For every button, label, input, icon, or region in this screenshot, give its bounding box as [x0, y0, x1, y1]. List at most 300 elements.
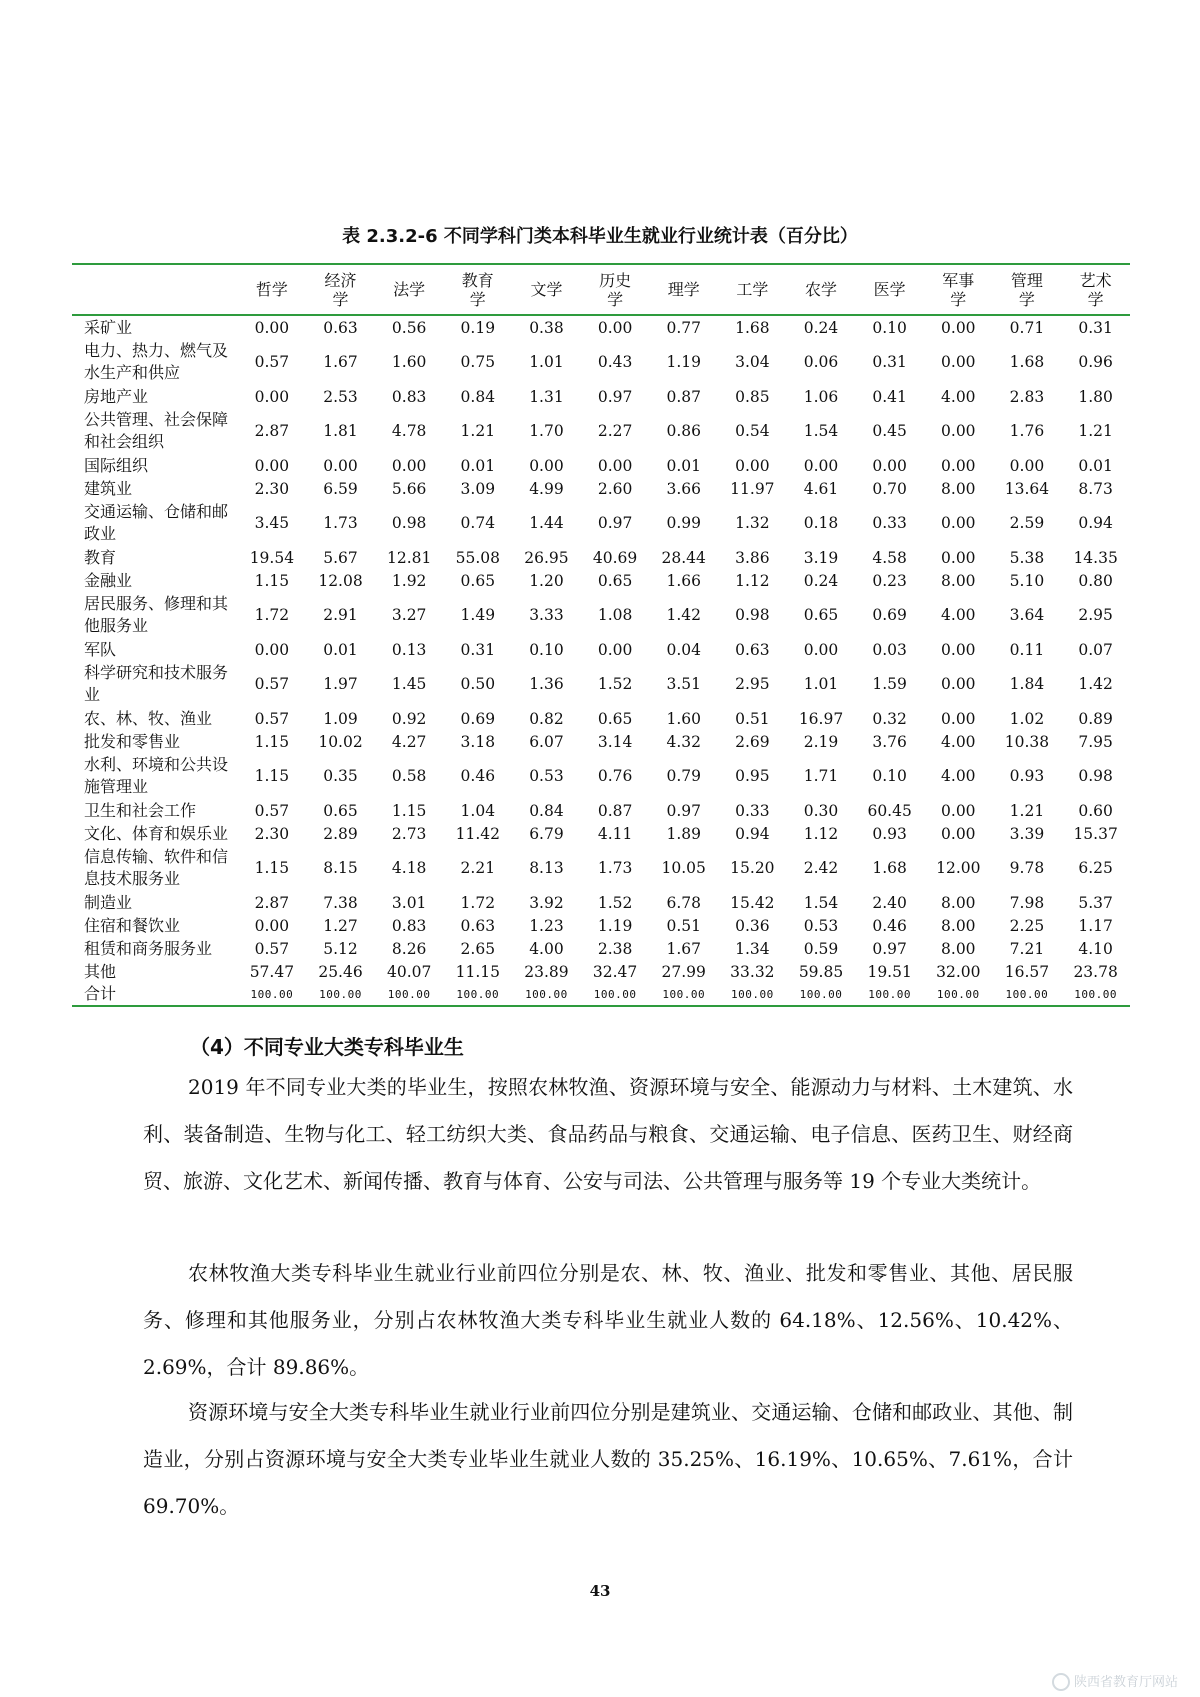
table-cell: 1.06 [803, 387, 839, 406]
table-cell: 0.95 [735, 767, 770, 785]
table-cell: 1.27 [323, 916, 358, 935]
table-cell: 23.78 [1073, 962, 1118, 981]
table-cell: 1.19 [666, 353, 701, 371]
table-row [72, 799, 1130, 822]
table-cell: 1.67 [323, 353, 358, 371]
table-cell: 1.66 [666, 571, 701, 590]
table-cell: 0.94 [735, 824, 770, 843]
table-cell: 3.76 [872, 732, 907, 751]
table-cell: 8.15 [323, 859, 358, 877]
table-cell: 1.12 [735, 571, 770, 590]
table-cell: 2.95 [735, 675, 770, 693]
table-row [72, 477, 1130, 500]
table-cell: 0.01 [323, 640, 358, 659]
table-cell: 1.60 [391, 353, 427, 371]
watermark-logo-icon [1052, 1673, 1070, 1691]
table-cell: 5.12 [323, 939, 358, 958]
table-cell: 0.53 [803, 916, 839, 935]
table-cell: 12.00 [936, 859, 981, 877]
table-cell: 1.72 [460, 893, 496, 912]
industry-label: 农、林、牧、渔业 [84, 708, 213, 728]
table-cell: 100.00 [855, 983, 924, 1006]
table-cell: 0.38 [529, 318, 564, 337]
table-cell: 0.01 [666, 456, 701, 475]
table-cell: 0.84 [460, 387, 496, 406]
table-cell: 2.27 [597, 422, 633, 440]
table-cell: 100.00 [787, 983, 856, 1006]
table-cell: 60.45 [867, 801, 912, 820]
industry-label: 批发和零售业 [84, 731, 181, 751]
table-cell: 0.97 [666, 801, 701, 820]
table-cell: 0.00 [803, 640, 839, 659]
table-cell: 0.00 [597, 318, 633, 337]
table-cell: 0.98 [735, 606, 770, 624]
table-cell: 0.53 [529, 767, 564, 785]
section-heading: （4）不同专业大类专科毕业生 [190, 1035, 464, 1059]
watermark-text: 陕西省教育厅网站 [1073, 1674, 1178, 1690]
table-cell: 0.00 [941, 548, 976, 567]
header-discipline: 管理学 [993, 264, 1062, 315]
table-cell: 1.32 [735, 514, 770, 532]
table-cell: 4.10 [1078, 939, 1113, 958]
table-cell: 1.80 [1078, 387, 1113, 406]
table-row [72, 500, 1130, 546]
table-cell: 0.00 [803, 456, 839, 475]
table-row [72, 638, 1130, 661]
table-body [72, 315, 1130, 1006]
paragraph: 农林牧渔大类专科毕业生就业行业前四位分别是农、林、牧、渔业、批发和零售业、其他、居民服务、修理和其他服务业，分别占农林牧渔大类专科毕业生就业人数的 64.18%、12.56%、10.42%、2.69%，合计 89.86%。 [143, 1261, 1073, 1379]
table-cell: 100.00 [1061, 983, 1130, 1006]
table-cell: 100.00 [512, 983, 581, 1006]
table-cell: 12.08 [318, 571, 363, 590]
table-cell: 4.00 [941, 767, 976, 785]
table-cell: 6.59 [323, 479, 358, 498]
header-discipline: 艺术学 [1061, 264, 1130, 315]
table-cell: 59.85 [798, 962, 844, 981]
industry-label: 其他 [84, 961, 117, 981]
table-cell: 0.76 [597, 767, 633, 785]
table-cell: 1.68 [735, 318, 770, 337]
table-cell: 5.10 [1009, 571, 1045, 590]
table-row [72, 960, 1130, 983]
table-cell: 0.97 [597, 514, 633, 532]
paragraph: 2019 年不同专业大类的毕业生，按照农林牧渔、资源环境与安全、能源动力与材料、土木建筑、水利、装备制造、生物与化工、轻工纺织大类、食品药品与粮食、交通运输、电子信息、医药卫生、财经商贸、旅游、文化艺术、新闻传播、教育与体育、公安与司法、公共管理与服务等 19 个专业大类统计。 [143, 1075, 1073, 1193]
table-cell: 4.00 [941, 732, 976, 751]
industry-label: 建筑业 [84, 478, 133, 498]
table-row [72, 315, 1130, 339]
table-cell: 2.42 [803, 859, 839, 877]
table-cell: 11.97 [730, 479, 775, 498]
table-cell: 2.65 [460, 939, 496, 958]
industry-label: 租赁和商务服务业 [84, 938, 213, 958]
table-cell: 0.45 [872, 422, 907, 440]
table-cell: 7.38 [323, 893, 358, 912]
table-cell: 0.18 [803, 514, 839, 532]
table-cell: 8.00 [941, 893, 976, 912]
table-cell: 4.00 [529, 939, 564, 958]
table-cell: 0.00 [941, 422, 976, 440]
table-cell: 0.82 [529, 709, 564, 728]
table-cell: 3.92 [529, 893, 564, 912]
table-cell: 3.64 [1009, 606, 1045, 624]
table-cell: 15.20 [730, 859, 775, 877]
table-cell: 1.31 [529, 387, 564, 406]
table-cell: 0.06 [803, 353, 839, 371]
table-cell: 1.15 [254, 859, 290, 877]
table-cell: 1.15 [254, 571, 290, 590]
table-cell: 2.40 [872, 893, 907, 912]
table-cell: 14.35 [1073, 548, 1118, 567]
table-cell: 2.87 [254, 422, 290, 440]
table-cell: 6.07 [529, 732, 564, 751]
header-discipline: 医学 [855, 264, 924, 315]
table-cell: 5.38 [1009, 548, 1045, 567]
table-cell: 100.00 [924, 983, 993, 1006]
table-cell: 1.72 [254, 606, 290, 624]
table-cell: 0.00 [254, 456, 290, 475]
table-cell: 0.63 [735, 640, 770, 659]
table-cell: 28.44 [661, 548, 706, 567]
industry-label: 科学研究和技术服务业 [84, 663, 229, 704]
table-cell: 0.84 [529, 801, 564, 820]
table-cell: 0.60 [1078, 801, 1113, 820]
table-cell: 4.11 [597, 824, 633, 843]
table-row [72, 408, 1130, 454]
header-discipline: 工学 [718, 264, 787, 315]
table-cell: 2.30 [254, 479, 290, 498]
table-cell: 0.00 [254, 916, 290, 935]
table-cell: 4.61 [803, 479, 839, 498]
table-cell: 0.10 [872, 767, 907, 785]
table-cell: 0.33 [872, 514, 907, 532]
table-row [72, 891, 1130, 914]
table-cell: 1.73 [597, 859, 633, 877]
table-cell: 1.19 [597, 916, 633, 935]
table-cell: 1.67 [666, 939, 701, 958]
table-cell: 6.79 [529, 824, 564, 843]
table-cell: 0.75 [460, 353, 496, 371]
table-cell: 3.14 [597, 732, 633, 751]
table-cell: 5.37 [1078, 893, 1113, 912]
table-cell: 0.98 [1078, 767, 1113, 785]
table-cell: 0.31 [460, 640, 496, 659]
industry-label: 采矿业 [84, 317, 133, 337]
table-cell: 0.00 [941, 640, 976, 659]
table-cell: 0.57 [254, 675, 290, 693]
table-cell: 0.35 [323, 767, 358, 785]
table-row [72, 385, 1130, 408]
table-cell: 0.89 [1078, 709, 1113, 728]
table-cell: 0.94 [1078, 514, 1113, 532]
table-cell: 0.56 [391, 318, 427, 337]
table-cell: 40.69 [592, 548, 638, 567]
table-cell: 0.32 [872, 709, 907, 728]
table-cell: 5.67 [323, 548, 358, 567]
table-cell: 1.15 [391, 801, 427, 820]
page-number: 43 [589, 1582, 611, 1600]
table-cell: 1.02 [1009, 709, 1045, 728]
table-cell: 19.54 [249, 548, 295, 567]
table-cell: 1.68 [1009, 353, 1045, 371]
table-cell: 100.00 [993, 983, 1062, 1006]
table-cell: 0.00 [323, 456, 358, 475]
table-cell: 13.64 [1004, 479, 1050, 498]
table-cell: 1.73 [323, 514, 358, 532]
table-cell: 6.25 [1078, 859, 1113, 877]
table-cell: 3.33 [529, 606, 564, 624]
table-cell: 1.45 [391, 675, 427, 693]
table-cell: 100.00 [238, 983, 307, 1006]
table-cell: 4.00 [941, 606, 976, 624]
table-cell: 0.00 [941, 353, 976, 371]
table-cell: 0.07 [1078, 640, 1113, 659]
table-cell: 0.93 [1009, 767, 1045, 785]
table-cell: 25.46 [318, 962, 363, 981]
table-cell: 0.01 [460, 456, 496, 475]
table-cell: 0.31 [872, 353, 907, 371]
table-cell: 1.15 [254, 732, 290, 751]
table-cell: 1.81 [323, 422, 358, 440]
table-cell: 2.38 [597, 939, 633, 958]
table-cell: 100.00 [306, 983, 375, 1006]
table-cell: 26.95 [524, 548, 569, 567]
table-cell: 11.42 [455, 824, 500, 843]
table-cell: 0.51 [735, 709, 770, 728]
table-cell: 2.59 [1009, 514, 1045, 532]
table-cell: 0.65 [460, 571, 496, 590]
table-cell: 4.32 [666, 732, 701, 751]
table-row [72, 730, 1130, 753]
table-cell: 0.65 [597, 571, 633, 590]
table-cell: 0.23 [872, 571, 907, 590]
table-cell: 1.21 [460, 422, 496, 440]
table-cell: 0.58 [391, 767, 427, 785]
table-cell: 1.42 [1078, 675, 1113, 693]
table-cell: 4.27 [391, 732, 427, 751]
table-cell: 1.92 [391, 571, 427, 590]
header-discipline: 文学 [512, 264, 581, 315]
table-row [72, 914, 1130, 937]
table-cell: 0.10 [529, 640, 564, 659]
table-cell: 1.76 [1009, 422, 1045, 440]
table-cell: 57.47 [249, 962, 295, 981]
table-cell: 1.71 [803, 767, 839, 785]
table-cell: 1.84 [1009, 675, 1045, 693]
table-cell: 0.57 [254, 801, 290, 820]
table-cell: 0.00 [941, 514, 976, 532]
table-cell: 2.91 [323, 606, 358, 624]
table-cell: 2.87 [254, 893, 290, 912]
header-discipline: 历史学 [581, 264, 650, 315]
table-cell: 3.04 [735, 353, 770, 371]
table-cell: 0.03 [872, 640, 907, 659]
table-header-row [72, 264, 1130, 315]
table-cell: 16.57 [1004, 962, 1050, 981]
table-cell: 8.13 [529, 859, 564, 877]
table-cell: 0.30 [803, 801, 839, 820]
table-cell: 1.20 [529, 571, 564, 590]
table-cell: 0.63 [460, 916, 496, 935]
header-discipline: 军事学 [924, 264, 993, 315]
header-discipline: 哲学 [238, 264, 307, 315]
table-cell: 0.69 [460, 709, 496, 728]
table-cell: 0.57 [254, 939, 290, 958]
table-cell: 0.59 [803, 939, 839, 958]
table-cell: 0.01 [1078, 456, 1113, 475]
table-cell: 9.78 [1009, 859, 1045, 877]
table-cell: 0.63 [323, 318, 358, 337]
table-row [72, 592, 1130, 638]
table-cell: 4.78 [391, 422, 427, 440]
industry-label: 制造业 [84, 892, 133, 912]
table-cell: 100.00 [649, 983, 718, 1006]
table-cell: 1.36 [529, 675, 564, 693]
table-cell: 0.97 [872, 939, 907, 958]
industry-label: 教育 [84, 547, 117, 567]
watermark [1052, 1671, 1178, 1692]
industry-label: 居民服务、修理和其他服务业 [84, 594, 229, 635]
table-cell: 0.04 [666, 640, 701, 659]
table-cell: 0.46 [460, 767, 496, 785]
table-cell: 3.18 [460, 732, 496, 751]
industry-label: 卫生和社会工作 [84, 800, 197, 820]
table-cell: 2.69 [735, 732, 770, 751]
table-cell: 8.26 [391, 939, 427, 958]
table-cell: 55.08 [455, 548, 500, 567]
table-cell: 2.73 [391, 824, 427, 843]
table-cell: 4.00 [941, 387, 976, 406]
table-cell: 0.99 [666, 514, 701, 532]
table-cell: 0.43 [597, 353, 633, 371]
table-cell: 16.97 [798, 709, 844, 728]
table-cell: 2.19 [803, 732, 839, 751]
table-cell: 0.00 [941, 709, 976, 728]
industry-label: 合计 [72, 983, 238, 1006]
table-cell: 7.95 [1078, 732, 1113, 751]
table-cell: 2.89 [323, 824, 358, 843]
table-cell: 8.00 [941, 916, 976, 935]
table-cell: 0.00 [941, 318, 976, 337]
table-cell: 3.45 [254, 514, 290, 532]
table-cell: 1.17 [1078, 916, 1113, 935]
industry-label: 公共管理、社会保障和社会组织 [84, 410, 229, 451]
table-row [72, 845, 1130, 891]
table-cell: 0.86 [666, 422, 701, 440]
table-cell: 15.42 [730, 893, 775, 912]
table-cell: 3.86 [735, 548, 770, 567]
table-cell: 32.47 [592, 962, 638, 981]
table-cell: 0.87 [666, 387, 701, 406]
table-cell: 1.60 [666, 709, 701, 728]
table-cell: 7.21 [1009, 939, 1045, 958]
table-cell: 1.59 [872, 675, 907, 693]
table-cell: 0.98 [391, 514, 427, 532]
table-cell: 0.65 [803, 606, 839, 624]
table-cell: 40.07 [386, 962, 432, 981]
table-cell: 3.39 [1009, 824, 1045, 843]
table-cell: 4.18 [391, 859, 427, 877]
table-cell: 0.83 [391, 916, 427, 935]
table-cell: 0.97 [597, 387, 633, 406]
table-cell: 3.51 [666, 675, 701, 693]
table-cell: 1.42 [666, 606, 701, 624]
table-cell: 0.79 [666, 767, 701, 785]
table-cell: 100.00 [581, 983, 650, 1006]
header-discipline: 教育学 [443, 264, 512, 315]
table-row [72, 546, 1130, 569]
table-cell: 0.00 [254, 387, 290, 406]
table-cell: 0.80 [1078, 571, 1113, 590]
table-cell: 0.92 [391, 709, 427, 728]
table-cell: 10.38 [1004, 732, 1050, 751]
table-cell: 7.98 [1009, 893, 1045, 912]
industry-table [72, 263, 1130, 1007]
table-cell: 1.49 [460, 606, 496, 624]
table-cell: 1.01 [529, 353, 564, 371]
paragraph: 资源环境与安全大类专科毕业生就业行业前四位分别是建筑业、交通运输、仓储和邮政业、其他、制造业，分别占资源环境与安全大类专业毕业生就业人数的 35.25%、16.19%、10.65%、7.61%，合计 69.70%。 [143, 1400, 1073, 1518]
table-row [72, 339, 1130, 385]
table-cell: 2.25 [1009, 916, 1045, 935]
table-cell: 33.32 [730, 962, 775, 981]
table-cell: 8.73 [1078, 479, 1113, 498]
table-cell: 100.00 [718, 983, 787, 1006]
table-cell: 1.04 [460, 801, 496, 820]
industry-label: 信息传输、软件和信息技术服务业 [84, 847, 229, 888]
table-row [72, 983, 1130, 1006]
table-cell: 0.33 [735, 801, 770, 820]
table-cell: 0.74 [460, 514, 496, 532]
table-cell: 2.60 [597, 479, 633, 498]
table-cell: 0.41 [872, 387, 907, 406]
table-cell: 0.93 [872, 824, 907, 843]
table-cell: 0.70 [872, 479, 907, 498]
table-cell: 3.19 [803, 548, 839, 567]
table-cell: 0.83 [391, 387, 427, 406]
header-discipline: 农学 [787, 264, 856, 315]
table-cell: 0.00 [1009, 456, 1045, 475]
table-cell: 0.00 [254, 640, 290, 659]
table-cell: 0.50 [460, 675, 496, 693]
table-cell: 0.19 [460, 318, 496, 337]
table-cell: 4.58 [872, 548, 907, 567]
table-cell: 0.54 [735, 422, 770, 440]
table-cell: 3.27 [391, 606, 427, 624]
table-cell: 0.00 [254, 318, 290, 337]
table-cell: 0.77 [666, 318, 701, 337]
table-cell: 1.12 [803, 824, 839, 843]
table-cell: 0.24 [803, 318, 839, 337]
table-cell: 0.24 [803, 571, 839, 590]
industry-label: 金融业 [84, 570, 133, 590]
table-row [72, 822, 1130, 845]
table-cell: 8.00 [941, 479, 976, 498]
table-cell: 2.95 [1078, 606, 1113, 624]
table-caption: 表 2.3.2-6 不同学科门类本科毕业生就业行业统计表（百分比） [342, 226, 858, 247]
table-cell: 1.52 [597, 675, 633, 693]
table-cell: 0.51 [666, 916, 701, 935]
table-cell: 1.15 [254, 767, 290, 785]
table-cell: 8.00 [941, 571, 976, 590]
table-cell: 12.81 [386, 548, 432, 567]
table-cell: 23.89 [524, 962, 569, 981]
table-cell: 1.01 [803, 675, 839, 693]
table-cell: 1.34 [735, 939, 770, 958]
table-cell: 0.65 [597, 709, 633, 728]
table-cell: 2.30 [254, 824, 290, 843]
header-discipline: 理学 [649, 264, 718, 315]
industry-label: 房地产业 [84, 386, 149, 406]
table-cell: 0.11 [1009, 640, 1045, 659]
